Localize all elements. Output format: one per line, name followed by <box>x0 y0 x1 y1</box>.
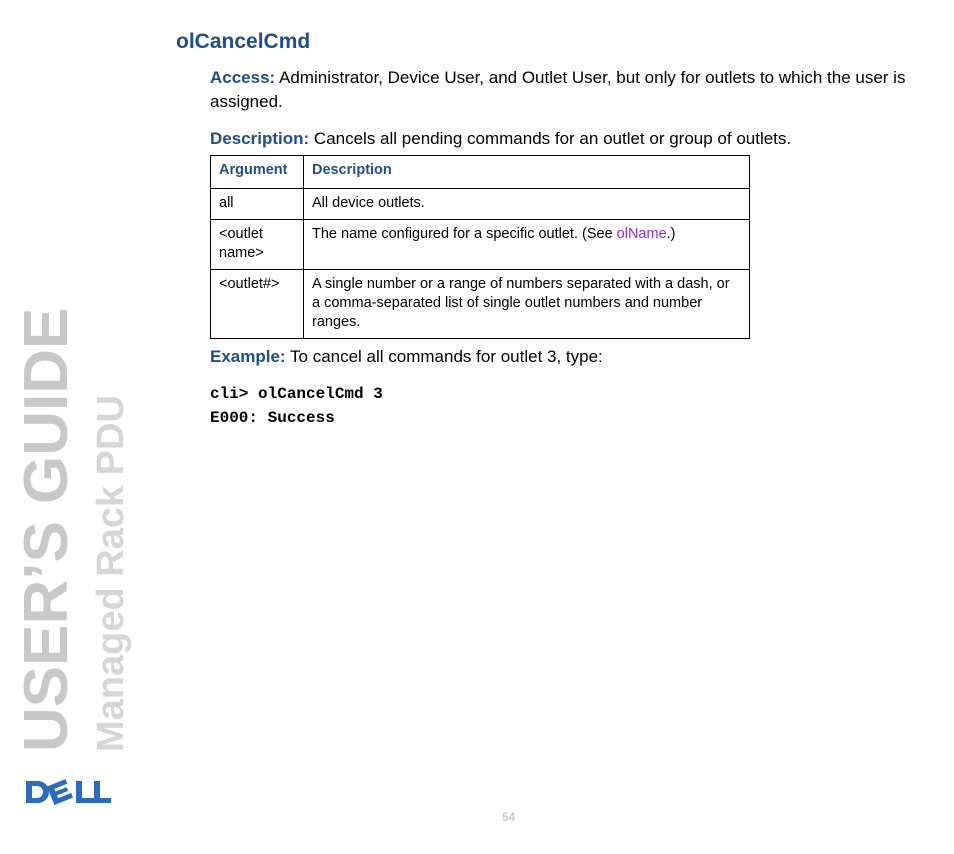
code-line-command: cli> olCancelCmd 3 <box>210 385 383 403</box>
example-label: Example: <box>210 347 286 366</box>
access-paragraph <box>210 66 910 114</box>
table-row <box>211 189 750 220</box>
description-cell <box>304 220 750 270</box>
access-text: Administrator, Device User, and Outlet User, but only for outlets to which the user is assigned. <box>210 68 906 111</box>
code-line-response: E000: Success <box>210 409 335 427</box>
page-number: 54 <box>502 810 516 824</box>
users-guide-title: USER’S GUIDE <box>12 307 81 752</box>
description-paragraph <box>210 127 910 151</box>
table-header-row <box>211 156 750 189</box>
column-header-argument: Argument <box>211 156 304 189</box>
description-text: Cancels all pending commands for an outlet or group of outlets. <box>309 129 792 148</box>
description-label: Description: <box>210 129 310 148</box>
argument-cell: <outlet name> <box>211 220 304 270</box>
column-header-description: Description <box>304 156 750 189</box>
example-text: To cancel all commands for outlet 3, type: <box>285 347 603 366</box>
description-cell: All device outlets. <box>304 189 750 220</box>
description-text: The name configured for a specific outlet. (See <box>312 226 617 242</box>
argument-cell: all <box>211 189 304 220</box>
command-heading: olCancelCmd <box>176 30 311 53</box>
description-cell: A single number or a range of numbers separated with a dash, or a comma-separated list of single outlet numbers and number ranges. <box>304 270 750 339</box>
argument-cell: <outlet#> <box>211 270 304 339</box>
example-paragraph <box>210 345 910 369</box>
access-label: Access: <box>210 68 276 87</box>
description-text: .) <box>666 226 676 242</box>
arguments-table <box>210 155 750 339</box>
managed-rack-pdu-subtitle: Managed Rack PDU <box>90 395 132 752</box>
olname-link[interactable]: olName <box>616 226 667 242</box>
dell-logo <box>24 779 112 805</box>
table-row <box>211 220 750 270</box>
table-row <box>211 270 750 339</box>
